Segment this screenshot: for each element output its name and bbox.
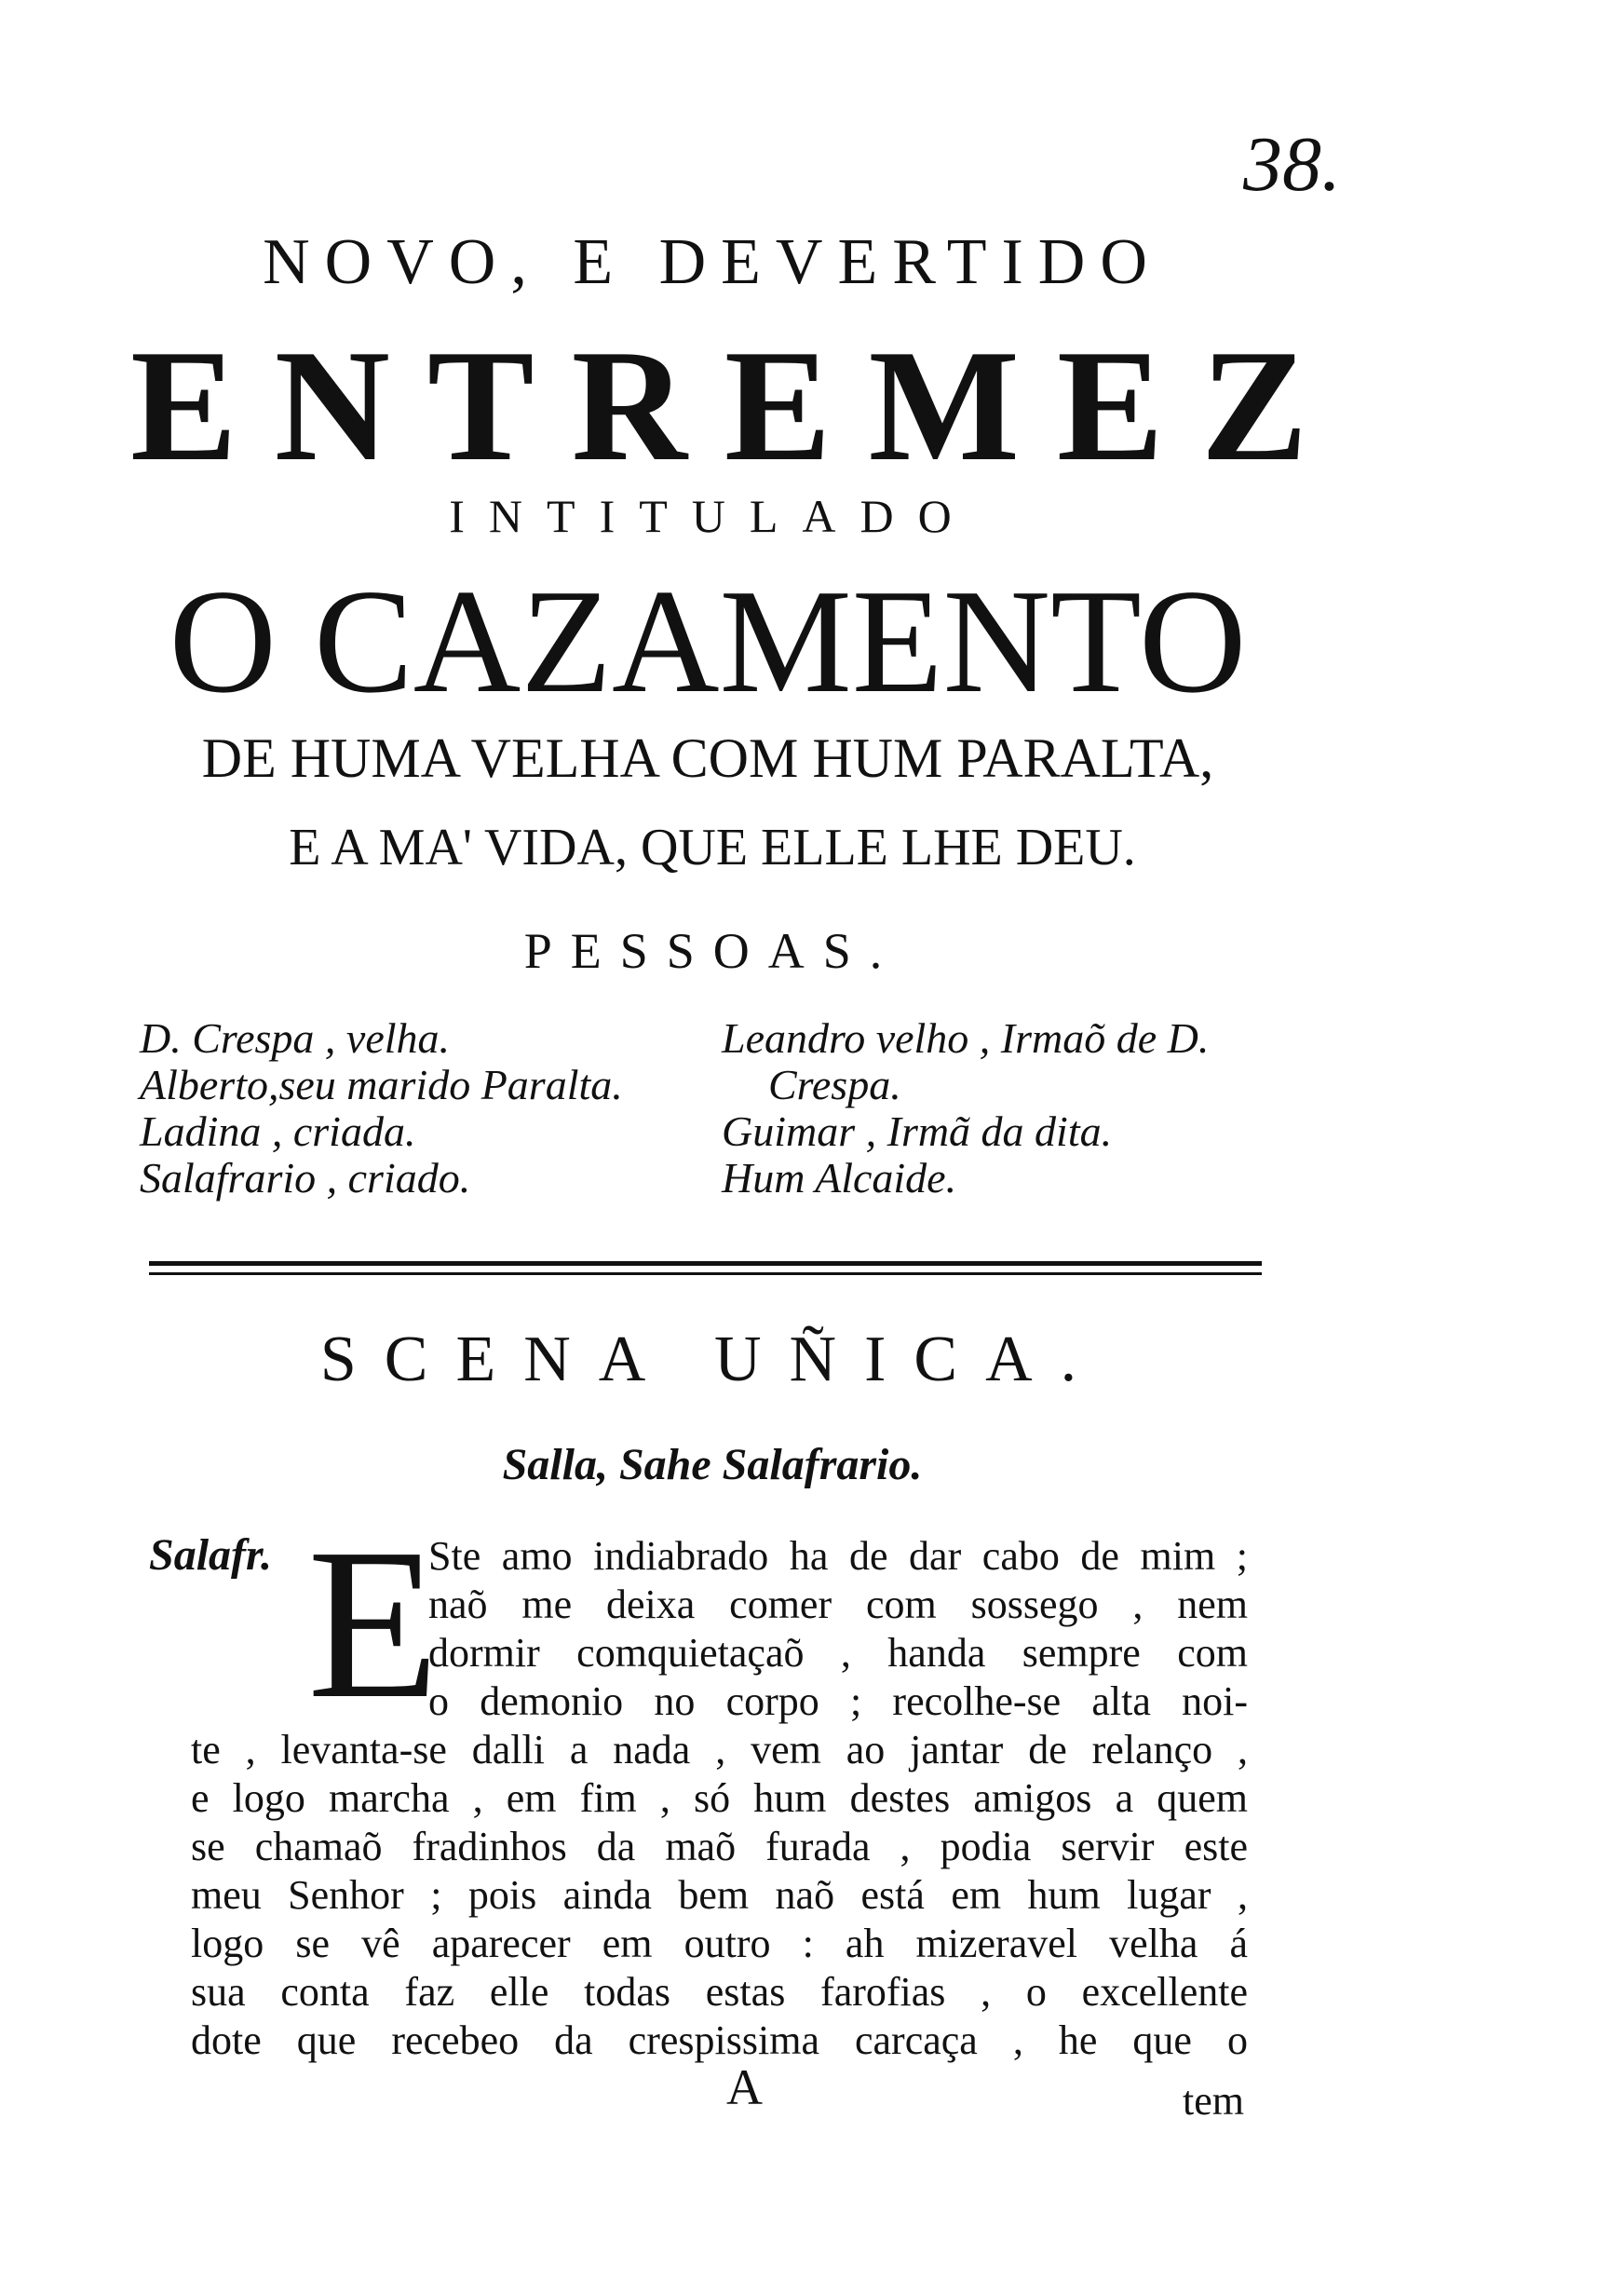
- text-line: dote que recebeo da crespissima carcaça , he que o: [191, 2017, 1248, 2063]
- title-subtitle-2: E A MA' VIDA, QUE ELLE LHE DEU.: [289, 819, 1136, 876]
- catchword: tem: [1183, 2078, 1244, 2124]
- text-line: sua conta faz elle todas estas farofias , o excellente: [191, 1969, 1248, 2015]
- title-line-novo: NOVO, E DEVERTIDO: [263, 226, 1162, 298]
- scene-setting: Salla, Sahe Salafrario.: [502, 1440, 923, 1489]
- speaker-label: Salafr.: [149, 1530, 273, 1580]
- title-subtitle: DE HUMA VELHA COM HUM PARALTA,: [201, 727, 1214, 789]
- divider-rule: [149, 1272, 1262, 1275]
- signature-mark: A: [726, 2059, 763, 2115]
- personas-right-column: [722, 1015, 1209, 1202]
- persona-item: Hum Alcaide.: [722, 1154, 957, 1202]
- scene-heading: SCENA UÑICA.: [319, 1324, 1105, 1395]
- persona-item: Crespa.: [768, 1061, 901, 1108]
- persona-item: Salafrario , criado.: [140, 1154, 471, 1202]
- personas-heading: PESSOAS.: [523, 923, 901, 979]
- personas-left-column: [140, 1015, 623, 1202]
- text-line: Ste amo indiabrado ha de dar cabo de mim ;: [428, 1533, 1248, 1579]
- drop-cap: E: [307, 1504, 440, 1744]
- persona-item: Leandro velho , Irmaõ de D.: [722, 1014, 1210, 1062]
- persona-item: Ladina , criada.: [140, 1107, 416, 1155]
- title-intitulado: INTITULADO: [449, 490, 976, 542]
- title-cazamento: O CAZAMENTO: [169, 558, 1247, 724]
- text-line: naõ me deixa comer com sossego , nem: [428, 1582, 1248, 1627]
- text-line: logo se vê aparecer em outro : ah mizeravel velha á: [191, 1921, 1248, 1966]
- persona-item: Guimar , Irmã da dita.: [722, 1107, 1113, 1155]
- text-line: meu Senhor ; pois ainda bem naõ está em hum lugar ,: [191, 1872, 1248, 1918]
- title-entremez: ENTREMEZ: [130, 318, 1346, 495]
- text-line: e logo marcha , em fim , só hum destes amigos a quem: [191, 1775, 1248, 1821]
- text-line: o demonio no corpo ; recolhe-se alta noi-: [428, 1678, 1248, 1724]
- text-line: te , levanta-se dalli a nada , vem ao jantar de relanço ,: [191, 1727, 1248, 1772]
- text-line: dormir comquietaçaõ , handa sempre com: [428, 1630, 1248, 1676]
- persona-item: Alberto,seu marido Paralta.: [140, 1061, 623, 1108]
- persona-item: D. Crespa , velha.: [140, 1014, 451, 1062]
- divider-rule: [149, 1261, 1262, 1266]
- folio-number: 38.: [1243, 121, 1341, 208]
- text-line: se chamaõ fradinhos da maõ furada , podia servir este: [191, 1824, 1248, 1869]
